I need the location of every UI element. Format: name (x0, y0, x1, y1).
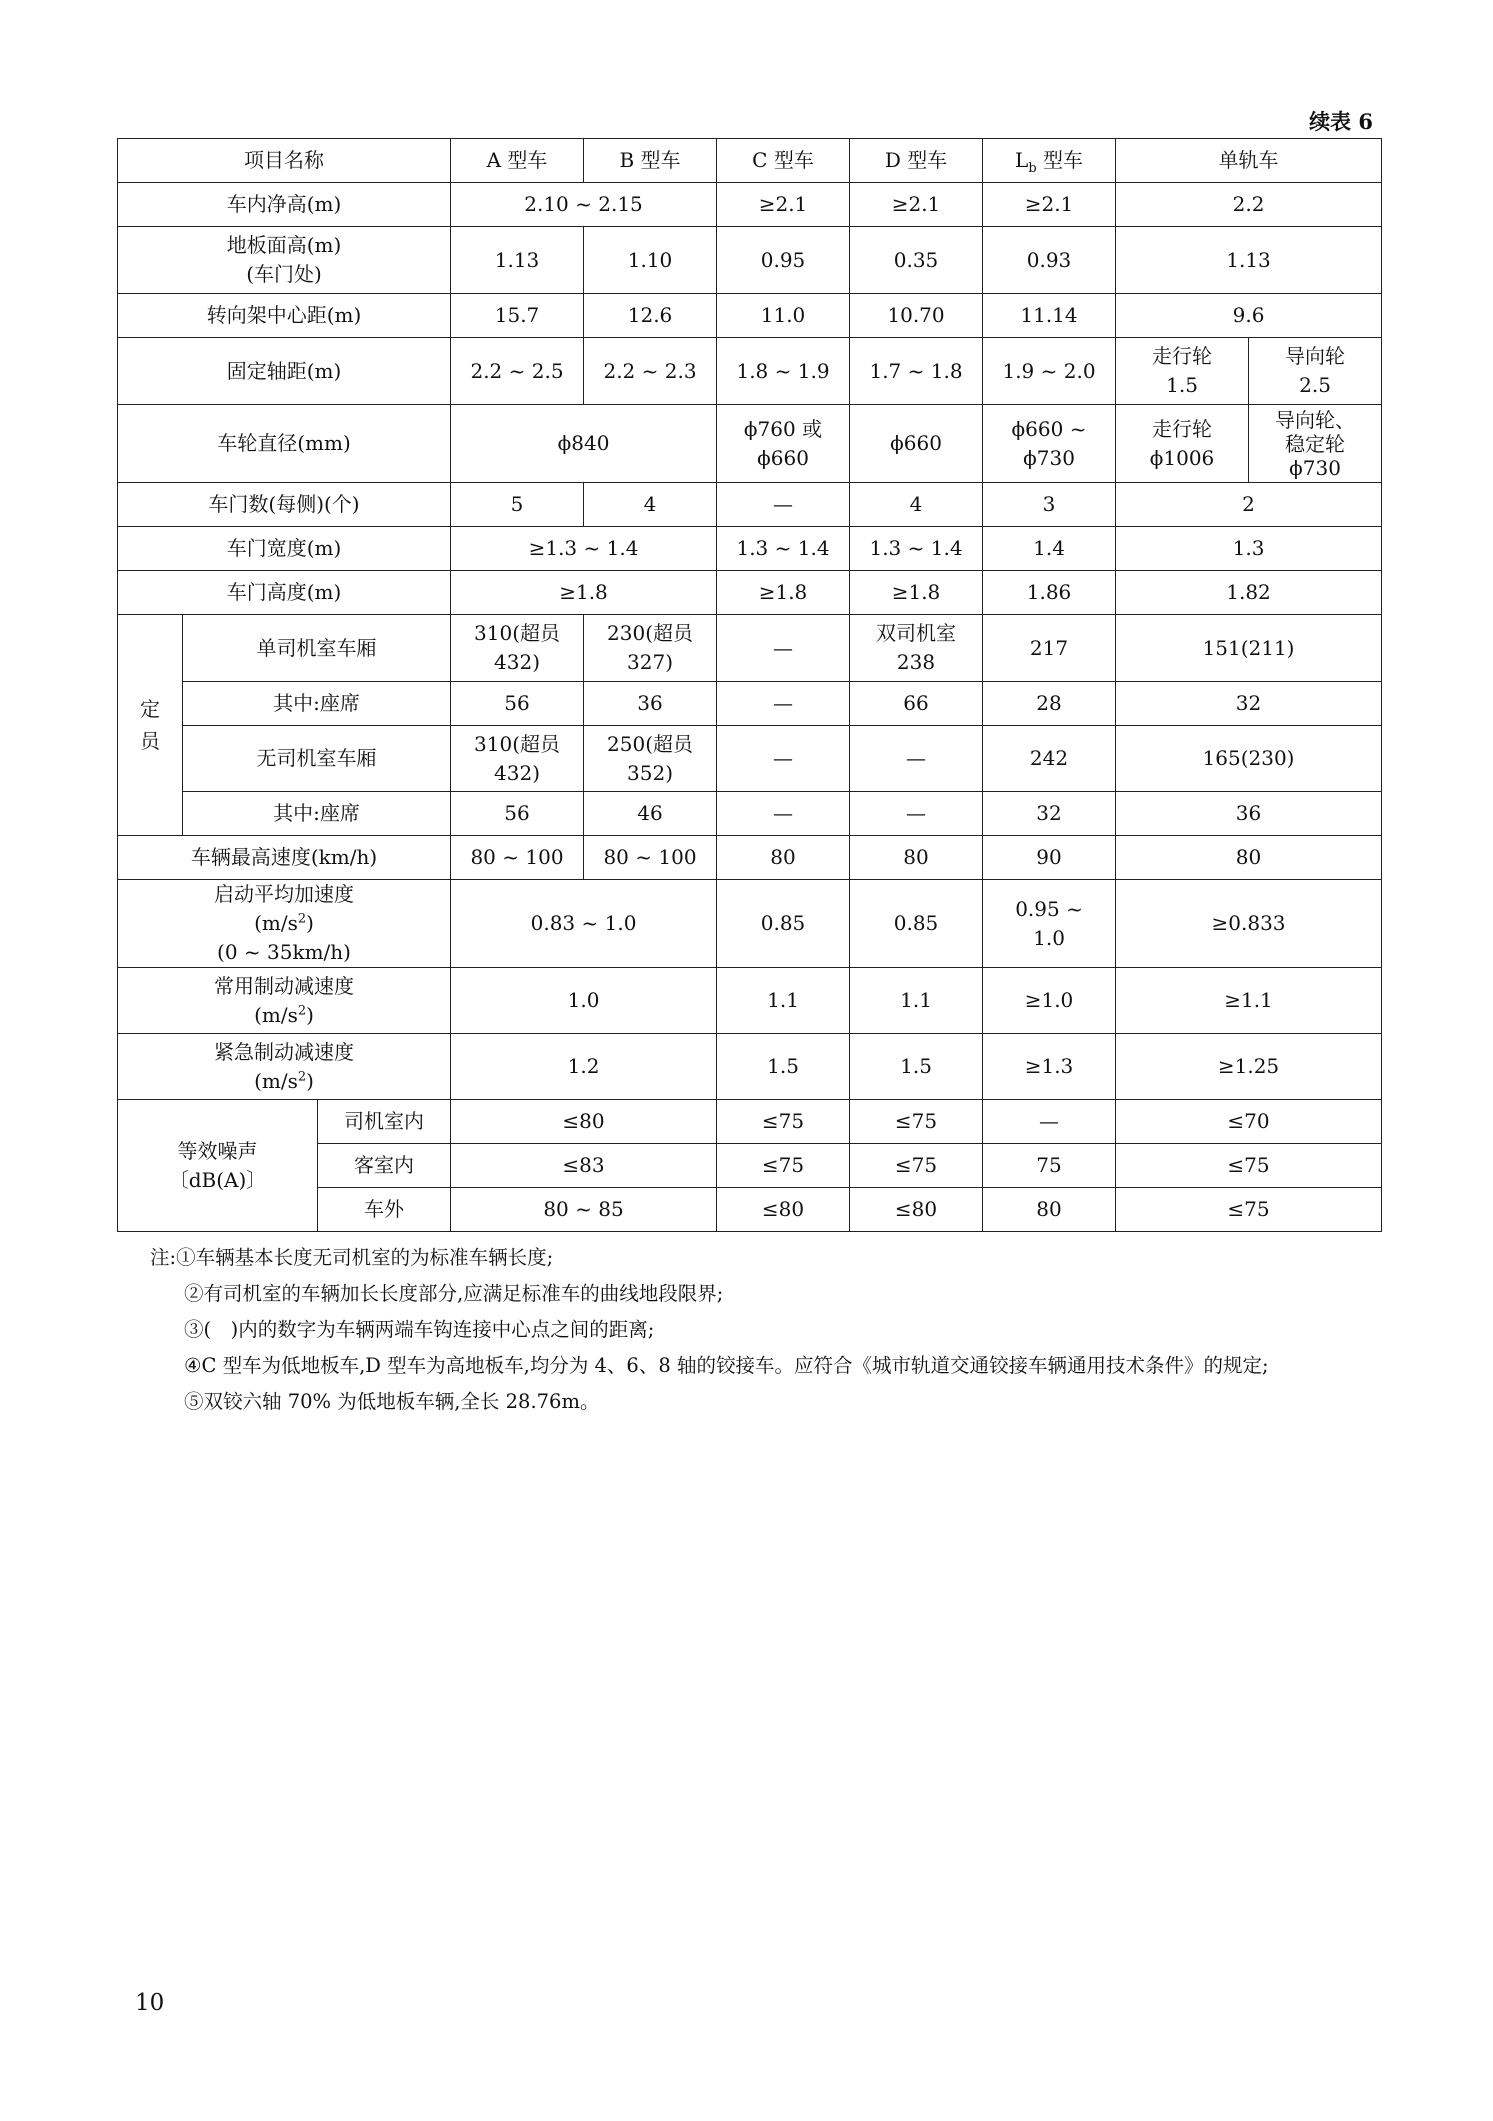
cell-a: 56 (451, 682, 584, 726)
cell-lb: 80 (983, 1188, 1116, 1232)
cell-mono: 1.13 (1116, 227, 1382, 294)
cell-line: 0.95 ~ (1015, 896, 1083, 921)
cell-b: 1.10 (584, 227, 717, 294)
cell-mono: ≤70 (1116, 1100, 1382, 1144)
unit-text: (m/s (254, 1068, 298, 1093)
cell-line: ϕ660 (757, 445, 809, 470)
cell-mono: 9.6 (1116, 294, 1382, 338)
table-row (118, 792, 1382, 836)
cell-mono: 151(211) (1116, 615, 1382, 682)
cell-mono: 1.82 (1116, 571, 1382, 615)
row-label-line: 地板面高(m) (226, 233, 342, 257)
unit-text: ) (306, 911, 314, 935)
cell-ab: ≥1.8 (451, 571, 717, 615)
cell-line: ϕ660 ~ (1011, 416, 1087, 441)
cell-d: ≤75 (850, 1100, 983, 1144)
cell-line: 230(超员 (607, 621, 693, 645)
row-label: 司机室内 (318, 1100, 451, 1144)
capacity-group-label (118, 615, 183, 836)
cell-mono: ≥0.833 (1116, 880, 1382, 968)
cell-a: 56 (451, 792, 584, 836)
cell-lb: 242 (983, 726, 1116, 792)
cell-c: 1.8 ~ 1.9 (717, 338, 850, 405)
row-label-line: (0 ~ 35km/h) (217, 940, 351, 964)
cell-lb: 217 (983, 615, 1116, 682)
row-label-line (120, 1067, 448, 1096)
table-caption: 续表 6 (1309, 109, 1373, 134)
table-row (118, 483, 1382, 527)
cell-mono: 1.3 (1116, 527, 1382, 571)
cell-c: — (717, 792, 850, 836)
cell-line: 走行轮 (1152, 344, 1213, 368)
table-row (118, 836, 1382, 880)
cell-b: 46 (584, 792, 717, 836)
unit-text: (m/s (254, 911, 298, 935)
row-label: 车辆最高速度(km/h) (118, 836, 451, 880)
cell-mono: 80 (1116, 836, 1382, 880)
cell-line: 352) (627, 760, 673, 785)
unit-sup: 2 (297, 911, 307, 927)
row-label (118, 1034, 451, 1100)
cell-line: 双司机室 (876, 621, 957, 645)
unit-sup: 2 (297, 1068, 307, 1084)
row-label-line (120, 1001, 448, 1030)
cell-ab: 1.2 (451, 1034, 717, 1100)
cell-line: ϕ730 (1289, 455, 1341, 480)
header-a: A 型车 (451, 139, 584, 183)
cell-lb: 0.93 (983, 227, 1116, 294)
table-row (118, 338, 1382, 405)
group-label-line: 等效噪声 (177, 1138, 258, 1163)
row-label: 车门数(每侧)(个) (118, 483, 451, 527)
cell-mono-guide (1249, 338, 1382, 405)
cell-b: 80 ~ 100 (584, 836, 717, 880)
cell-b: 36 (584, 682, 717, 726)
cell-c: 1.3 ~ 1.4 (717, 527, 850, 571)
cell-line: 432) (494, 650, 540, 674)
table-notes (150, 1240, 1269, 1420)
cell-a (451, 726, 584, 792)
cell-line: 1.0 (1033, 925, 1065, 950)
table-row (118, 726, 1382, 792)
note-line: ③( )内的数字为车辆两端车钩连接中心点之间的距离; (184, 1318, 655, 1341)
cell-line: 稳定轮 (1285, 431, 1346, 456)
cell-a: 80 ~ 100 (451, 836, 584, 880)
cell-a: 2.2 ~ 2.5 (451, 338, 584, 405)
row-label: 车内净高(m) (118, 183, 451, 227)
cell-c: ≤75 (717, 1100, 850, 1144)
row-label: 单司机室车厢 (183, 615, 451, 682)
cell-lb: 11.14 (983, 294, 1116, 338)
row-label: 车门高度(m) (118, 571, 451, 615)
row-label (118, 968, 451, 1034)
cell-d: ≥2.1 (850, 183, 983, 227)
cell-line: 1.5 (1166, 373, 1198, 397)
cell-a: 5 (451, 483, 584, 527)
cell-c: — (717, 483, 850, 527)
cell-mono-guide (1249, 405, 1382, 483)
cell-c: 80 (717, 836, 850, 880)
cell-ab: ϕ840 (451, 405, 717, 483)
cell-d (850, 615, 983, 682)
header-c: C 型车 (717, 139, 850, 183)
cell-a: 1.13 (451, 227, 584, 294)
table-row (118, 682, 1382, 726)
cell-d: 66 (850, 682, 983, 726)
cell-b: 12.6 (584, 294, 717, 338)
row-label-line: (车门处) (246, 262, 322, 286)
cell-d: — (850, 726, 983, 792)
cell-line: 2.5 (1299, 373, 1331, 397)
cell-lb: ≥1.0 (983, 968, 1116, 1034)
cell-line: 走行轮 (1152, 416, 1213, 441)
table-row (118, 183, 1382, 227)
cell-ab: ≤83 (451, 1144, 717, 1188)
cell-d: ≤75 (850, 1144, 983, 1188)
cell-c: 11.0 (717, 294, 850, 338)
cell-b: 2.2 ~ 2.3 (584, 338, 717, 405)
page-number: 10 (135, 1990, 165, 2016)
cell-mono: ≤75 (1116, 1144, 1382, 1188)
unit-text: (m/s (254, 1002, 298, 1027)
cell-d: — (850, 792, 983, 836)
cell-c: 0.85 (717, 880, 850, 968)
cell-ab: 0.83 ~ 1.0 (451, 880, 717, 968)
table-row (118, 1100, 1382, 1144)
cell-c: 1.1 (717, 968, 850, 1034)
cell-d: 1.5 (850, 1034, 983, 1100)
note-line: ⑤双铰六轴 70% 为低地板车辆,全长 28.76m。 (184, 1390, 600, 1413)
row-label: 车门宽度(m) (118, 527, 451, 571)
noise-group-label (118, 1100, 318, 1232)
row-label: 其中:座席 (183, 682, 451, 726)
row-label: 转向架中心距(m) (118, 294, 451, 338)
cell-line: 327) (627, 650, 673, 674)
cell-lb (983, 405, 1116, 483)
cell-d: ≥1.8 (850, 571, 983, 615)
note-line: ②有司机室的车辆加长长度部分,应满足标准车的曲线地段限界; (184, 1282, 724, 1305)
table-row (118, 1034, 1382, 1100)
cell-d: 80 (850, 836, 983, 880)
cell-d: ϕ660 (850, 405, 983, 483)
header-lb-sub: b (1028, 161, 1037, 176)
cell-mono: ≤75 (1116, 1188, 1382, 1232)
cell-lb: 1.9 ~ 2.0 (983, 338, 1116, 405)
cell-lb: ≥1.3 (983, 1034, 1116, 1100)
table-row (118, 615, 1382, 682)
vehicle-spec-table (117, 138, 1382, 1232)
cell-ab: 1.0 (451, 968, 717, 1034)
cell-c: 1.5 (717, 1034, 850, 1100)
row-label: 客室内 (318, 1144, 451, 1188)
table-row (118, 880, 1382, 968)
note-line: 注:①车辆基本长度无司机室的为标准车辆长度; (150, 1246, 554, 1269)
group-label-line: 〔dB(A)〕 (168, 1167, 267, 1192)
table-row (118, 294, 1382, 338)
cell-mono: 32 (1116, 682, 1382, 726)
unit-text: ) (306, 1068, 314, 1093)
cell-lb (983, 880, 1116, 968)
cell-line: 310(超员 (474, 621, 560, 645)
cell-c: ≥2.1 (717, 183, 850, 227)
cell-mono-running (1116, 405, 1249, 483)
row-label-line: 紧急制动减速度 (214, 1039, 354, 1064)
cell-c: ≤80 (717, 1188, 850, 1232)
cell-line: 导向轮 (1285, 344, 1346, 368)
cell-b: 4 (584, 483, 717, 527)
row-label: 无司机室车厢 (183, 726, 451, 792)
cell-line: 432) (494, 760, 540, 785)
cell-c: ≥1.8 (717, 571, 850, 615)
cell-mono: 2.2 (1116, 183, 1382, 227)
cell-d: 1.1 (850, 968, 983, 1034)
row-label (118, 227, 451, 294)
table-row (118, 527, 1382, 571)
row-label: 其中:座席 (183, 792, 451, 836)
unit-sup: 2 (297, 1002, 307, 1018)
cell-c: 0.95 (717, 227, 850, 294)
cell-c (717, 405, 850, 483)
cell-lb: 1.86 (983, 571, 1116, 615)
header-mono: 单轨车 (1116, 139, 1382, 183)
cell-d: 1.7 ~ 1.8 (850, 338, 983, 405)
cell-mono: ≥1.1 (1116, 968, 1382, 1034)
row-label-line: 常用制动减速度 (214, 973, 354, 998)
header-lb-suffix: 型车 (1036, 148, 1083, 172)
cell-b (584, 726, 717, 792)
header-item: 项目名称 (118, 139, 451, 183)
cell-ab: 2.10 ~ 2.15 (451, 183, 717, 227)
cell-ab: 80 ~ 85 (451, 1188, 717, 1232)
cell-line: ϕ1006 (1149, 445, 1215, 470)
cell-line: 238 (896, 650, 936, 674)
cell-lb: 32 (983, 792, 1116, 836)
cell-mono: 2 (1116, 483, 1382, 527)
header-b: B 型车 (584, 139, 717, 183)
cell-mono: ≥1.25 (1116, 1034, 1382, 1100)
header-row (118, 139, 1382, 183)
cell-mono: 36 (1116, 792, 1382, 836)
cell-d: 10.70 (850, 294, 983, 338)
cell-lb: ≥2.1 (983, 183, 1116, 227)
cell-lb: 3 (983, 483, 1116, 527)
cell-a (451, 615, 584, 682)
cell-ab: ≤80 (451, 1100, 717, 1144)
header-lb-prefix: L (1015, 148, 1029, 172)
cell-lb: — (983, 1100, 1116, 1144)
header-lb (983, 139, 1116, 183)
cell-line: ϕ760 或 (743, 416, 823, 441)
cell-d: 0.35 (850, 227, 983, 294)
cell-c: ≤75 (717, 1144, 850, 1188)
note-line: ④C 型车为低地板车,D 型车为高地板车,均分为 4、6、8 轴的铰接车。应符合《城市轨道交通铰接车辆通用技术条件》的规定; (184, 1354, 1269, 1377)
row-label: 固定轴距(m) (118, 338, 451, 405)
row-label-line (120, 909, 448, 938)
group-label-text: 定员 (140, 697, 160, 753)
row-label (118, 880, 451, 968)
cell-d: 4 (850, 483, 983, 527)
cell-mono-running (1116, 338, 1249, 405)
cell-lb: 75 (983, 1144, 1116, 1188)
cell-a: 15.7 (451, 294, 584, 338)
row-label: 车外 (318, 1188, 451, 1232)
table-row (118, 405, 1382, 483)
cell-d: 0.85 (850, 880, 983, 968)
cell-line: 250(超员 (607, 731, 693, 756)
cell-b (584, 615, 717, 682)
cell-line: ϕ730 (1023, 445, 1075, 470)
cell-d: 1.3 ~ 1.4 (850, 527, 983, 571)
cell-mono: 165(230) (1116, 726, 1382, 792)
row-label: 车轮直径(mm) (118, 405, 451, 483)
cell-line: 310(超员 (474, 731, 560, 756)
header-d: D 型车 (850, 139, 983, 183)
cell-lb: 90 (983, 836, 1116, 880)
cell-lb: 28 (983, 682, 1116, 726)
table-row (118, 968, 1382, 1034)
cell-ab: ≥1.3 ~ 1.4 (451, 527, 717, 571)
cell-lb: 1.4 (983, 527, 1116, 571)
table-row (118, 227, 1382, 294)
cell-c: — (717, 682, 850, 726)
cell-c: — (717, 726, 850, 792)
cell-d: ≤80 (850, 1188, 983, 1232)
table-row (118, 571, 1382, 615)
cell-c: — (717, 615, 850, 682)
cell-line: 导向轮、 (1275, 407, 1356, 432)
unit-text: ) (306, 1002, 314, 1027)
row-label-line: 启动平均加速度 (214, 882, 354, 906)
